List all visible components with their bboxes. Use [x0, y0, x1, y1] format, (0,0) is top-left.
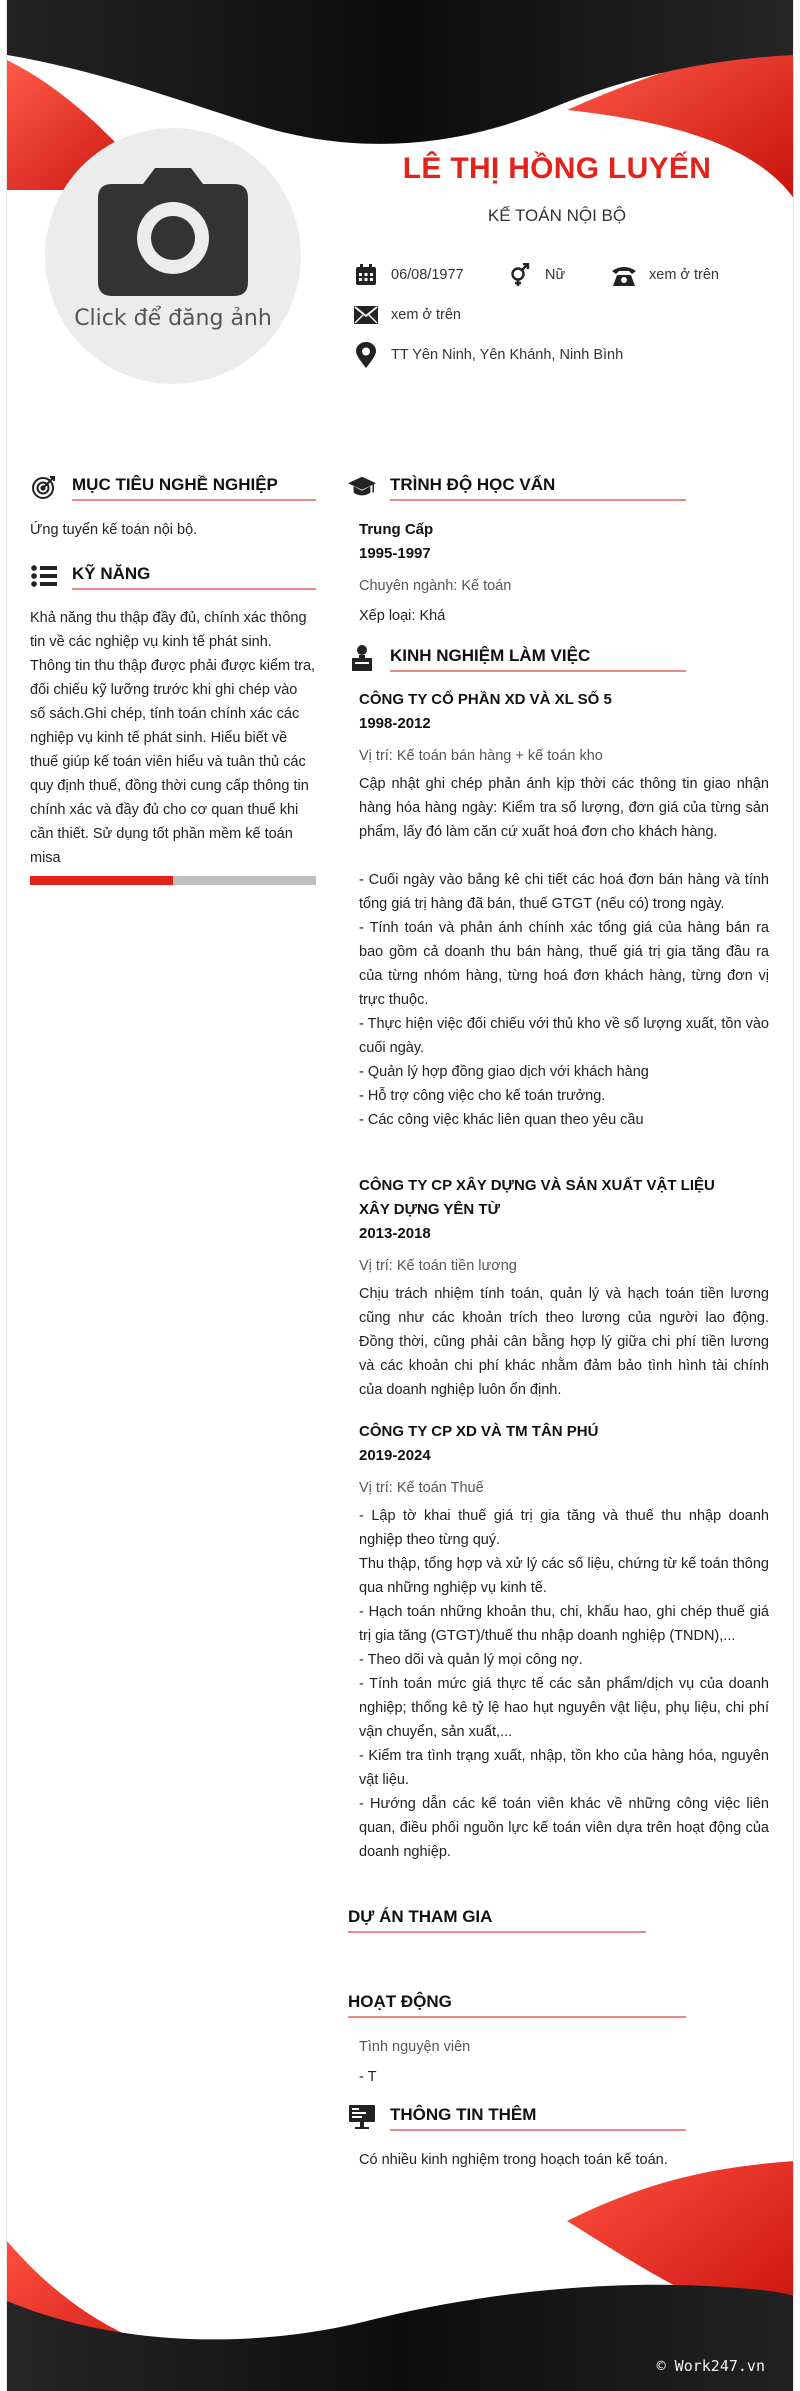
- education-school: Trung Cấp: [359, 521, 434, 538]
- activities-block: [359, 2035, 769, 2089]
- briefcase-user-icon: [348, 644, 376, 672]
- projects-header: [348, 1907, 646, 1933]
- skills-text: Khả năng thu thập đầy đủ, chính xác thông tin về các nghiệp vụ kinh tế phát sinh. Thông tin thu thập được phải được kiểm tra, đối chiếu kỹ lưỡng trước khi ghi chép vào số sách.Ghi chép, tính toán chính xác các nghiệp vụ kinh tế phát sinh. Hiểu biết về thuế giúp kế toán viên hiểu và tuân thủ các quy định thuế, đồng thời cung cấp thông tin chính xác và đầy đủ cho cơ quan thuế khi cần thiết. Sử dụng tốt phần mềm kế toán misa: [30, 610, 316, 866]
- job-desc-line: - Cuối ngày vào bảng kê chi tiết các hoá đơn bán hàng và tính tổng giá trị hàng đã bán, thuế GTGT (nếu có) trong ngày.: [359, 872, 769, 912]
- activity-role: Tình nguyện viên: [359, 2039, 471, 2055]
- job-entry-3: [359, 1420, 769, 1864]
- activities-header: [348, 1992, 686, 2018]
- job-desc-line: - Tính toán và phản ánh chính xác tổng giá của hàng bán ra bao gồm cả doanh thu bán hàng, thuế giá trị gia tăng đầu ra của từng nhóm hàng, từng hoá đơn khách hàng, từng đơn vị trực thuộc.: [359, 920, 769, 1008]
- job-period: 1998-2012: [359, 715, 431, 732]
- calendar-icon: [353, 262, 379, 288]
- education-grade: Xếp loại: Khá: [359, 608, 446, 624]
- job-desc-line: - Theo dõi và quản lý mọi công nợ.: [359, 1652, 583, 1668]
- job-company: CÔNG TY CỔ PHẦN XD VÀ XL SỐ 5: [359, 691, 612, 708]
- candidate-role: KẾ TOÁN NỘI BỘ: [487, 206, 627, 225]
- extra-info-text: Có nhiều kinh nghiệm trong hoạch toán kế toán.: [359, 2152, 668, 2168]
- job-position: Vị trí: Kế toán bán hàng + kế toán kho: [359, 748, 603, 764]
- job-entry-1: [359, 688, 769, 1132]
- activity-text: - T: [359, 2069, 377, 2085]
- target-icon: [30, 473, 58, 501]
- avatar-label: Click để đăng ảnh: [74, 306, 272, 331]
- job-company: CÔNG TY CP XD VÀ TM TÂN PHÚ: [359, 1423, 599, 1440]
- job-desc-line: Cập nhật ghi chép phản ánh kịp thời các thông tin giao nhận hàng hóa hàng ngày: Kiểm tra số lượng, đơn giá của từng sản phẩm, lấy đó làm căn cứ xuất hoá đơn cho khách hàng.: [359, 776, 769, 840]
- job-desc-line: - Hạch toán những khoản thu, chi, khấu hao, ghi chép thuế giá trị gia tăng (GTGT)/thuế thu nhập doanh nghiệp (TNDN),...: [359, 1604, 769, 1644]
- camera-icon: [98, 166, 248, 296]
- watermark: © Work247.vn: [656, 2357, 765, 2375]
- job-desc-line: - Lập tờ khai thuế giá trị gia tăng và thuế thu nhập doanh nghiệp theo từng quý.: [359, 1508, 769, 1548]
- email-row: [353, 302, 461, 328]
- projects-title: DỰ ÁN THAM GIA: [348, 1907, 646, 1933]
- extra-info-header: [348, 2103, 686, 2131]
- phone-icon: [611, 262, 637, 288]
- gender-value: Nữ: [545, 267, 566, 283]
- job-desc-line: - Tính toán mức giá thực tế các sản phẩm/dịch vụ của doanh nghiệp; thống kê tỷ lệ hao hụt nguyên vật liệu, phụ liệu, chi phí vận chuyển, sản xuất,...: [359, 1676, 769, 1740]
- job-position: Vị trí: Kế toán tiền lương: [359, 1258, 517, 1274]
- email-value: xem ở trên: [391, 307, 461, 323]
- list-icon: [30, 562, 58, 590]
- envelope-icon: [353, 302, 379, 328]
- job-entry-2: [359, 1174, 769, 1402]
- dob-row: [353, 262, 464, 288]
- job-period: 2019-2024: [359, 1447, 431, 1464]
- avatar-upload[interactable]: [45, 128, 301, 384]
- job-period: 2013-2018: [359, 1225, 431, 1242]
- education-period: 1995-1997: [359, 545, 431, 562]
- skills-title: KỸ NĂNG: [72, 564, 316, 590]
- job-desc-line: - Thực hiện việc đối chiếu với thủ kho về số lượng xuất, tồn vào cuối ngày.: [359, 1016, 769, 1056]
- job-desc-line: - Các công việc khác liên quan theo yêu cầu: [359, 1112, 644, 1128]
- skills-header: [30, 562, 316, 590]
- job-desc-line: - Hướng dẫn các kế toán viên khác về những công việc liên quan, điều phối nguồn lực kế toán viên dựa trên hoạt động của doanh nghiệp.: [359, 1796, 769, 1860]
- education-major: Chuyên ngành: Kế toán: [359, 578, 512, 594]
- experience-header: [348, 644, 686, 672]
- job-desc-line: Thu thập, tổng hợp và xử lý các số liệu, chứng từ kế toán thông qua những nghiệp vụ kinh tế.: [359, 1556, 769, 1596]
- monitor-icon: [348, 2103, 376, 2131]
- candidate-name: LÊ THỊ HỒNG LUYẾN: [402, 152, 712, 185]
- objective-header: [30, 473, 316, 501]
- job-desc-line: - Quản lý hợp đồng giao dịch với khách hàng: [359, 1064, 649, 1080]
- job-desc-line: - Kiểm tra tình trạng xuất, nhập, tồn kho của hàng hóa, nguyên vật liệu.: [359, 1748, 769, 1788]
- job-position: Vị trí: Kế toán Thuế: [359, 1480, 484, 1496]
- extra-info-title: THÔNG TIN THÊM: [390, 2105, 686, 2131]
- activities-title: HOẠT ĐỘNG: [348, 1992, 686, 2018]
- education-title: TRÌNH ĐỘ HỌC VẤN: [390, 475, 686, 501]
- graduation-cap-icon: [348, 473, 376, 501]
- education-header: [348, 473, 686, 501]
- objective-text: Ứng tuyển kế toán nội bộ.: [30, 522, 198, 538]
- job-desc-line: Chịu trách nhiệm tính toán, quản lý và hạch toán tiền lương cũng như các khoản trích theo lương của người lao động. Đồng thời, cũng phải cân bằng hợp lý giữa chi phí tiền lương và các khoản chi phí khác nhằm đảm bảo tình hình tài chính của doanh nghiệp luôn ổn định.: [359, 1286, 769, 1398]
- phone-value: xem ở trên: [649, 267, 719, 283]
- phone-row: [611, 262, 719, 288]
- gender-row: [507, 262, 565, 288]
- education-block: [359, 518, 769, 628]
- cv-page: [6, 0, 794, 2391]
- location-pin-icon: [353, 342, 379, 368]
- address-value: TT Yên Ninh, Yên Khánh, Ninh Bình: [391, 347, 624, 363]
- job-company: CÔNG TY CP XÂY DỰNG VÀ SẢN XUẤT VẬT LIỆU XÂY DỰNG YÊN TỪ: [359, 1177, 715, 1218]
- job-desc-blank: [359, 844, 769, 868]
- objective-title: MỤC TIÊU NGHỀ NGHIỆP: [72, 475, 316, 501]
- dob-value: 06/08/1977: [391, 267, 464, 283]
- experience-title: KINH NGHIỆM LÀM VIỆC: [390, 646, 686, 672]
- skill-level-fill: [30, 876, 173, 885]
- gender-icon: [507, 262, 533, 288]
- job-desc-line: - Hỗ trợ công việc cho kế toán trưởng.: [359, 1088, 606, 1104]
- address-row: [353, 342, 623, 368]
- skill-level-bar: [30, 876, 316, 885]
